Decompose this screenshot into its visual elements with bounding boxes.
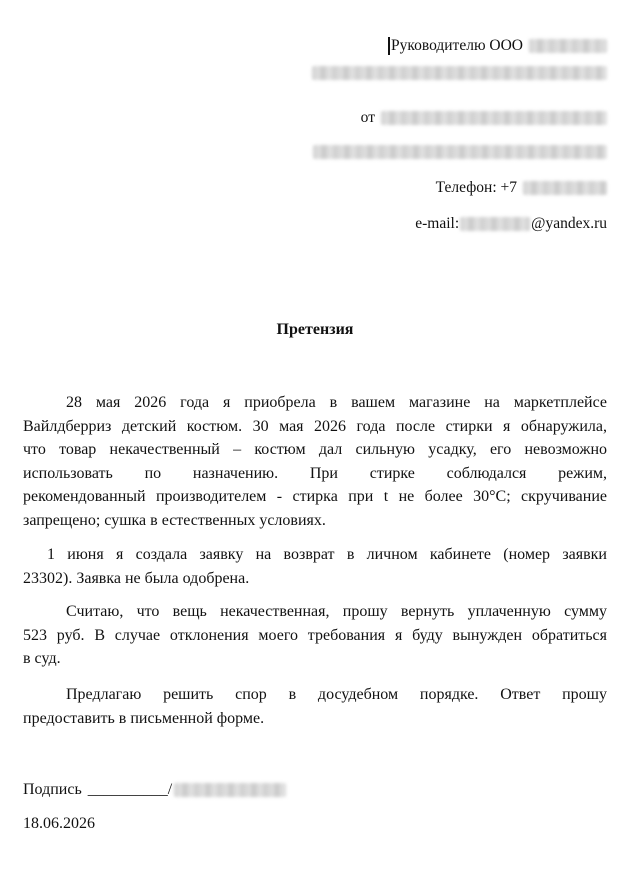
recipient-line	[388, 35, 607, 57]
email-domain: @yandex.ru	[531, 215, 607, 232]
redacted-signer-name	[174, 783, 286, 797]
email-prefix: e-mail:	[415, 215, 460, 232]
from-prefix: от	[360, 109, 375, 126]
email-line	[415, 213, 607, 235]
recipient-prefix: Руководителю ООО	[391, 37, 523, 54]
signature-label: Подпись	[23, 781, 82, 798]
text-cursor	[388, 37, 390, 55]
phone-line	[436, 177, 607, 199]
paragraph-line: использовать по назначению. При стирке соблюдался режим,	[23, 464, 607, 482]
paragraph-line: 23302). Заявка не была одобрена.	[23, 569, 250, 587]
sender-address-line	[313, 141, 607, 163]
paragraph-line: что товар некачественный – костюм дал сильную усадку, его невозможно	[23, 441, 607, 458]
paragraph-4	[23, 683, 607, 730]
signature-blank: __________/	[87, 781, 173, 798]
redacted-email-user	[460, 217, 530, 231]
paragraph-line: рекомендованный производителем - стирка при t не более 30°С; скручивание	[23, 488, 607, 505]
paragraph-line: Вайлдберриз детский костюм. 30 мая 2026 года после стирки я обнаружила,	[23, 417, 607, 435]
recipient-name-line	[312, 62, 607, 84]
redacted-company-name	[529, 39, 607, 53]
paragraph-line: Предлагаю решить спор в досудебном порядке. Ответ прошу	[66, 686, 607, 703]
paragraph-line: 28 мая 2026 года я приобрела в вашем магазине на маркетплейсе	[66, 394, 607, 411]
signature-line	[23, 779, 286, 801]
from-line	[361, 107, 607, 129]
redacted-sender-address	[313, 145, 607, 159]
paragraph-2	[23, 543, 607, 590]
redacted-sender-name	[381, 111, 607, 125]
paragraph-1	[23, 391, 607, 532]
paragraph-3	[23, 600, 607, 671]
paragraph-line: запрещено; сушка в естественных условиях.	[23, 511, 326, 529]
paragraph-line: предоставить в письменной форме.	[23, 709, 265, 727]
paragraph-line: Считаю, что вещь некачественная, прошу вернуть уплаченную сумму	[66, 603, 607, 620]
redacted-phone-number	[523, 181, 607, 195]
paragraph-line: 523 руб. В случае отклонения моего требования я буду вынужден обратиться	[23, 626, 607, 644]
paragraph-line: в суд.	[23, 650, 61, 667]
redacted-recipient-name	[312, 66, 607, 80]
paragraph-line: 1 июня я создала заявку на возврат в личном кабинете (номер заявки	[47, 546, 607, 563]
document-title: Претензия	[276, 321, 354, 338]
document-date: 18.06.2026	[23, 815, 95, 832]
phone-prefix: Телефон: +7	[435, 179, 517, 196]
